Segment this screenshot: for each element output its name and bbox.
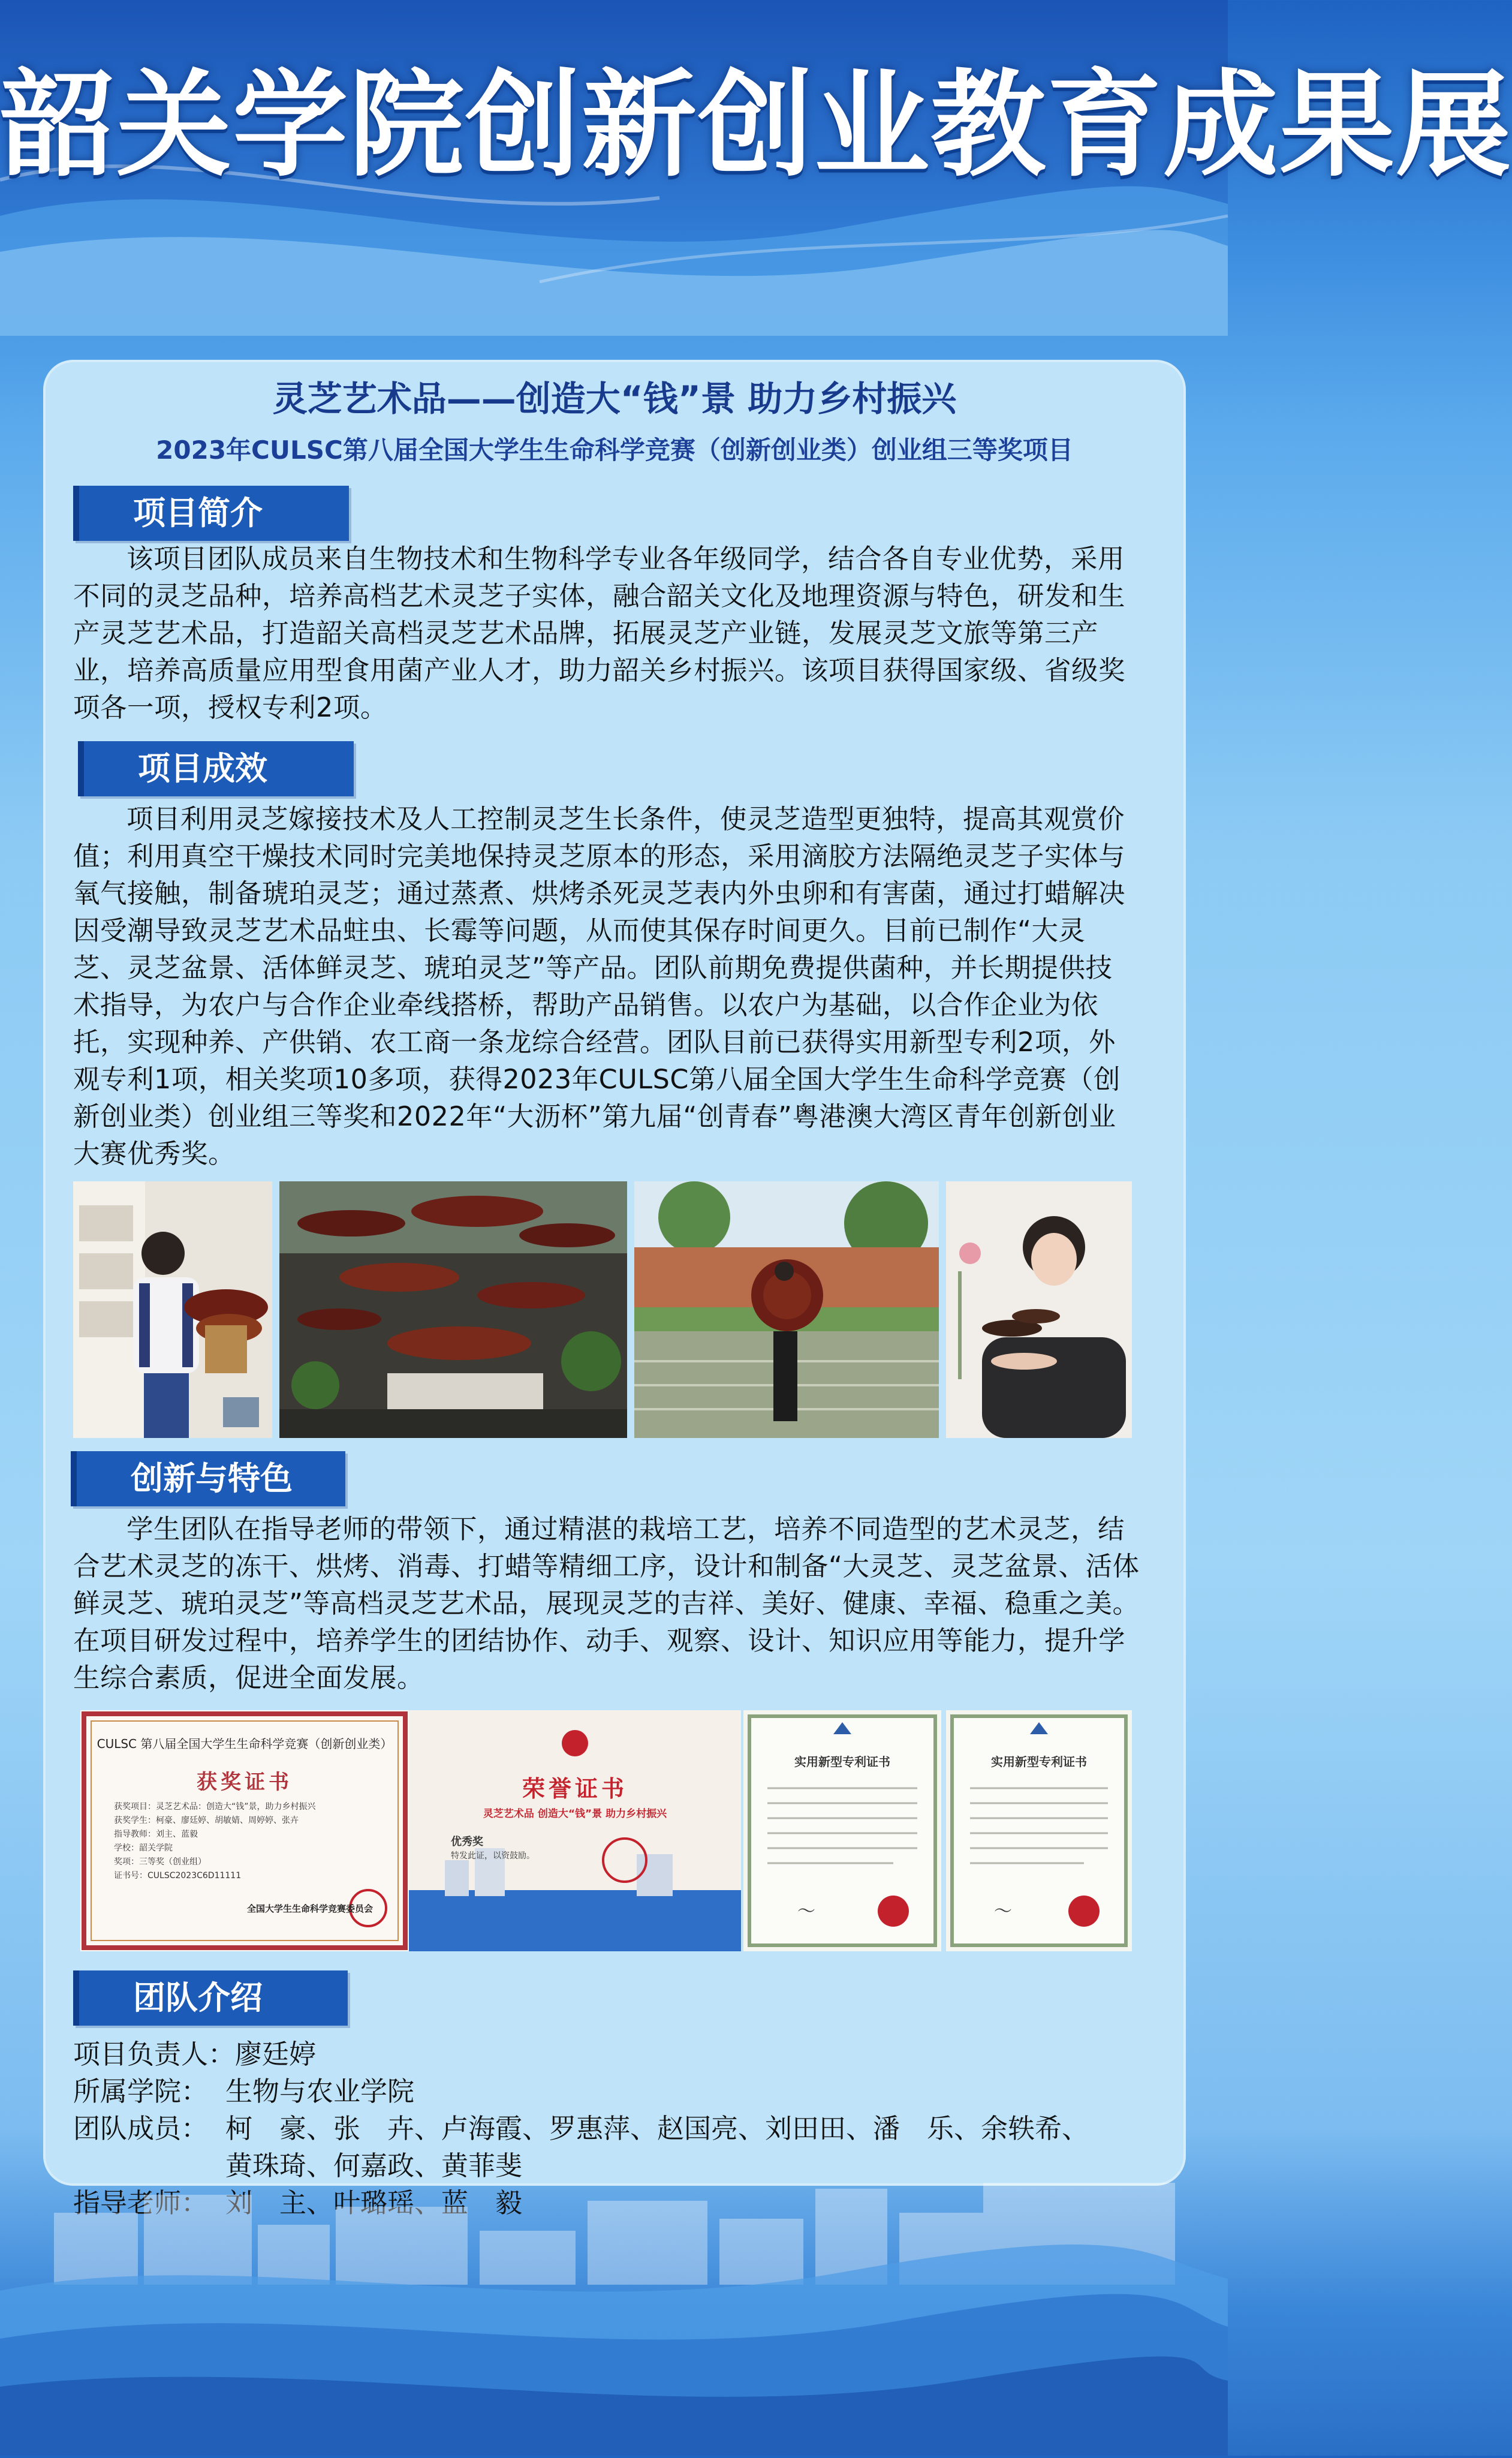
cert1-line: 指导教师：刘主、蓝毅 <box>114 1830 198 1839</box>
certificate-patent-1 <box>743 1710 941 1951</box>
leader-name: 廖廷婷 <box>235 2038 317 2070</box>
section-heading-intro: 项目简介 <box>73 486 349 541</box>
advisors-names: 刘 主、叶璐瑶、蓝 毅 <box>225 2187 523 2219</box>
members-label: 团队成员： <box>73 2113 209 2144</box>
members-names: 柯 豪、张 卉、卢海霞、罗惠萍、赵国亮、刘田田、潘 乐、余轶希、 <box>225 2113 1089 2144</box>
intro-text: 该项目团队成员来自生物技术和生物科学专业各年级同学，结合各自专业优势，采用不同的灵芝品种，培养高档艺术灵芝子实体，融合韶关文化及地理资源与特色，研发和生产灵芝艺术品，打造韶关高档灵芝艺术品牌，拓展灵芝产业链，发展灵芝文旅等第三产业，培养高质量应用型食用菌产业人才，助力韶关乡村振兴。该项目获得国家级、省级奖项各一项，授权专利2项。 <box>73 544 1126 723</box>
photo-student-with-lingzhi <box>73 1181 272 1438</box>
cert1-line: 获奖学生：柯豪、廖廷婷、胡敏婧、周婷婷、张卉 <box>114 1816 299 1825</box>
svg-text:〜: 〜 <box>994 1901 1012 1922</box>
college-name: 生物与农业学院 <box>225 2075 415 2107</box>
cert2-title: 荣誉证书 <box>522 1776 628 1802</box>
section-heading-team: 团队介绍 <box>73 1970 348 2026</box>
team-college-row <box>73 2074 414 2110</box>
cert1-line: 奖项：三等奖（创业组） <box>114 1857 206 1867</box>
team-leader-row <box>73 2036 316 2072</box>
certificate-culsc <box>80 1710 409 1951</box>
team-members-row-2: 黄珠琦、何嘉政、黄菲斐 <box>225 2150 523 2182</box>
cert1-footer: 全国大学生生命科学竞赛委员会 <box>246 1903 373 1914</box>
photo-lingzhi-bonsai <box>279 1181 627 1438</box>
cert1-line: 证书号：CULSC2023C6D11111 <box>114 1871 242 1881</box>
section-heading-results: 项目成效 <box>78 741 354 796</box>
cert1-line: 获奖项目：灵芝艺术品：创造大“钱”景，助力乡村振兴 <box>114 1802 316 1812</box>
advisors-label: 指导老师： <box>73 2187 209 2219</box>
campus-skyline-decoration <box>0 2171 1228 2456</box>
college-label: 所属学院： <box>73 2075 209 2107</box>
section-heading-innovation: 创新与特色 <box>71 1451 345 1506</box>
innovation-text: 学生团队在指导老师的带领下，通过精湛的栽培工艺，培养不同造型的艺术灵芝，结合艺术灵芝的冻干、烘烤、消毒、打蜡等精细工序，设计和制备“大灵芝、灵芝盆景、活体鲜灵芝、琥珀灵芝”等高档灵芝艺术品，展现灵芝的吉祥、美好、健康、幸福、稳重之美。在项目研发过程中，培养学生的团结协作、动手、观察、设计、知识应用等能力，提升学生综合素质，促进全面发展。 <box>73 1514 1140 1693</box>
cert1-header: CULSC 第八届全国大学生生命科学竞赛（创新创业类） <box>97 1737 393 1751</box>
cert1-title: 获奖证书 <box>197 1770 293 1794</box>
svg-text:〜: 〜 <box>797 1901 815 1922</box>
cert3-title: 实用新型专利证书 <box>794 1755 890 1769</box>
banner-title: 韶关学院创新创业教育成果展 <box>0 59 1512 192</box>
certificate-patent-2 <box>946 1710 1132 1951</box>
cert4-title: 实用新型专利证书 <box>991 1755 1087 1769</box>
certificate-honor <box>409 1710 741 1951</box>
award-line: 2023年CULSC第八届全国大学生生命科学竞赛（创新创业类）创业组三等奖项目 <box>156 435 1073 465</box>
cert1-line: 学校：韶关学院 <box>114 1843 173 1853</box>
cert2-project: 灵芝艺术品 创造大“钱”景 助力乡村振兴 <box>483 1808 667 1820</box>
photo-student-holding-lingzhi <box>946 1181 1132 1438</box>
project-title: 灵芝艺术品——创造大“钱”景 助力乡村振兴 <box>272 378 957 419</box>
team-members-row <box>73 2111 1089 2147</box>
results-text: 项目利用灵芝嫁接技术及人工控制灵芝生长条件，使灵芝造型更独特，提高其观赏价值；利用真空干燥技术同时完美地保持灵芝原本的形态，采用滴胶方法隔绝灵芝子实体与氧气接触，制备琥珀灵芝；通过蒸煮、烘烤杀死灵芝表内外虫卵和有害菌，通过打蜡解决因受潮导致灵芝艺术品蛀虫、长霉等问题，从而使其保存时间更久。目前已制作“大灵芝、灵芝盆景、活体鲜灵芝、琥珀灵芝”等产品。团队前期免费提供菌种，并长期提供技术指导，为农户与合作企业牵线搭桥，帮助产品销售。以农户为基础，以合作企业为依托，实现种养、产供销、农工商一条龙综合经营。团队目前已获得实用新型专利2项，外观专利1项，相关奖项10多项，获得2023年CULSC第八届全国大学生生命科学竞赛（创新创业类）创业组三等奖和2022年“大沥杯”第九届“创青春”粤港澳大湾区青年创新创业大赛优秀奖。 <box>73 804 1126 1169</box>
leader-label: 项目负责人： <box>73 2038 236 2070</box>
cert2-note: 特发此证，以资鼓励。 <box>451 1851 535 1861</box>
photo-student-outdoor <box>634 1181 939 1438</box>
cert2-award: 优秀奖 <box>451 1836 483 1848</box>
